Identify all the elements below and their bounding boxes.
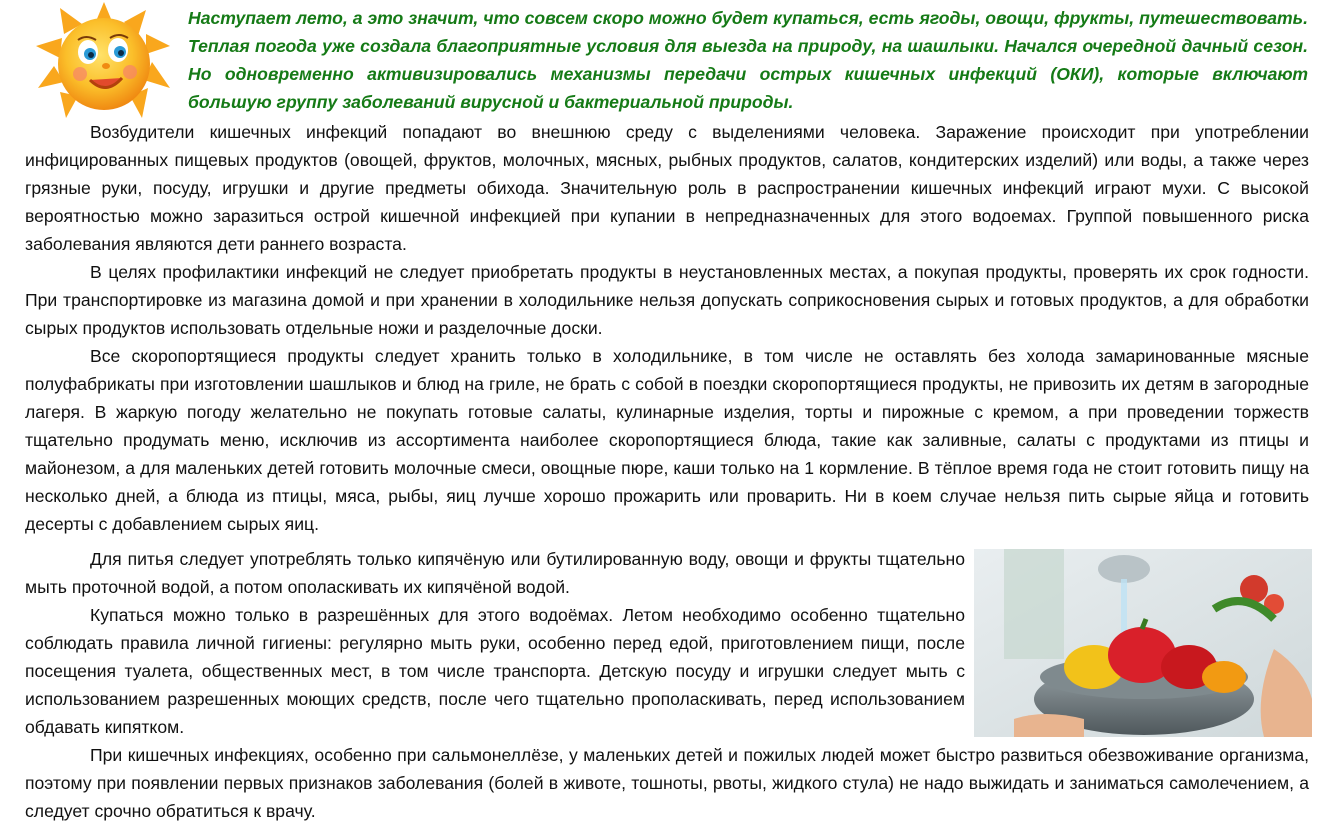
paragraph-dehydration: При кишечных инфекциях, особенно при сальмонеллёзе, у маленьких детей и пожилых людей может быстро развиться обезвоживание организма, поэтому при появлении первых признаков заболевания (болей в животе, тошноты, рвоты, жидкого стула) не надо выжидать и заниматься самолечением, а следует срочно обратиться к врачу. bbox=[25, 745, 1309, 821]
intro-text: Наступает лето, а это значит, что совсем скоро можно будет купаться, есть ягоды, овощи, фрукты, путешествовать. Теплая погода уже создала благоприятные условия для выезда на природу, на шашлыки. Начался очередной дачный сезон. Но одновременно активизировались механизмы передачи острых кишечных инфекций (ОКИ), которые включают большую группу заболеваний вирусной и бактериальной природы. bbox=[188, 8, 1308, 112]
washing-vegetables-photo bbox=[974, 549, 1312, 737]
intro-paragraph bbox=[188, 4, 1308, 116]
paragraph-prevention: В целях профилактики инфекций не следует приобретать продукты в неустановленных местах, а покупая продукты, проверять их срок годности. При транспортировке из магазина домой и при хранении в холодильнике нельзя допускать соприкосновения сырых и готовых продуктов, а для обработки сырых продуктов использовать отдельные ножи и разделочные доски. bbox=[25, 262, 1309, 338]
paragraph-drinking-water: Для питья следует употреблять только кипячёную или бутилированную воду, овощи и фрукты тщательно мыть проточной водой, а потом ополаскивать их кипячёной водой. bbox=[25, 549, 965, 597]
paragraph-hygiene: Купаться можно только в разрешённых для этого водоёмах. Летом необходимо особенно тщательно соблюдать правила личной гигиены: регулярно мыть руки, особенно перед едой, приготовлением пищи, после посещения туалета, общественных мест, в том числе транспорта. Детскую посуду и игрушки следует мыть с использованием разрешенных моющих средств, после чего тщательно прополаскивать, перед использованием обдавать кипятком. bbox=[25, 605, 965, 737]
paragraph-storage: Все скоропортящиеся продукты следует хранить только в холодильнике, в том числе не оставлять без холода замаринованные мясные полуфабрикаты при изготовлении шашлыков и блюд на гриле, не брать с собой в поездки скоропортящиеся продукты, не привозить их детям в загородные лагеря. В жаркую погоду желательно не покупать готовые салаты, кулинарные изделия, торты и пирожные с кремом, а при проведении торжеств тщательно продумать меню, исключив из ассортимента наиболее скоропортящиеся блюда, такие как заливные, салаты с продуктами из птицы и майонезом, а для маленьких детей готовить молочные смеси, овощные пюре, каши только на 1 кормление. В тёплое время года не стоит готовить пищу на несколько дней, а блюда из птицы, мяса, рыбы, яиц лучше хорошо прожарить или проварить. Ни в коем случае нельзя пить сырые яйца и готовить десерты с добавлением сырых яиц. bbox=[25, 346, 1309, 534]
main-body bbox=[25, 118, 1309, 538]
lower-body bbox=[25, 545, 965, 741]
final-body bbox=[25, 741, 1309, 825]
paragraph-pathogens: Возбудители кишечных инфекций попадают во внешнюю среду с выделениями человека. Заражение происходит при употреблении инфицированных пищевых продуктов (овощей, фруктов, молочных, мясных, рыбных продуктов, салатов, кондитерских изделий) или воды, а также через грязные руки, посуду, игрушки и другие предметы обихода. Значительную роль в распространении кишечных инфекций играют мухи. С высокой вероятностью можно заразиться острой кишечной инфекцией при купании в непредназначенных для этого водоемах. Группой повышенного риска заболевания являются дети раннего возраста. bbox=[25, 122, 1309, 254]
cartoon-sun-icon bbox=[20, 0, 188, 120]
